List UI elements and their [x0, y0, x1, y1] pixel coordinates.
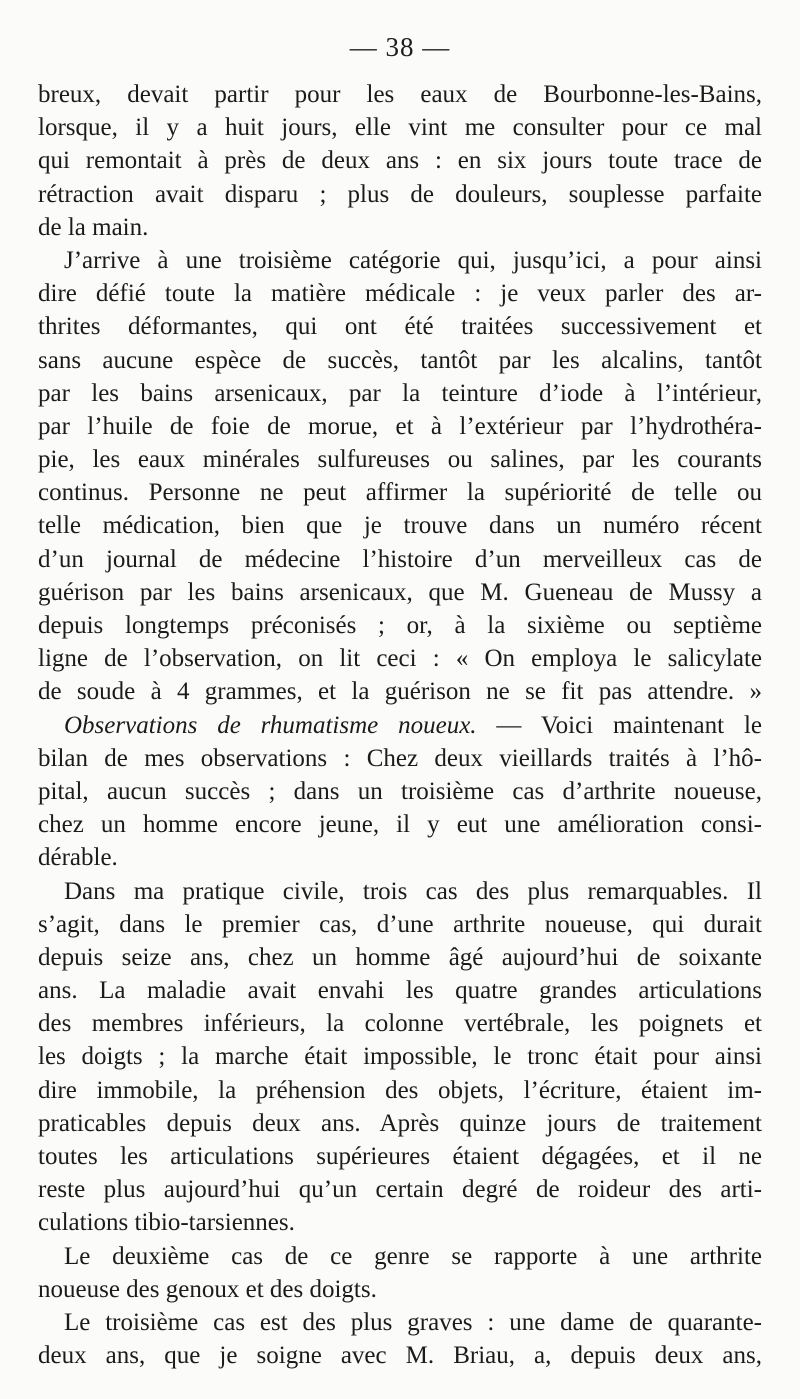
text-line	[38, 1173, 762, 1206]
text-line	[38, 1107, 762, 1140]
text-line	[38, 609, 762, 642]
text-line	[38, 377, 762, 410]
line-text: J’arrive à une troisième catégorie qui, jusqu’ici, a pour ainsi	[64, 246, 762, 274]
line-text: lorsque, il y a huit jours, elle vint me consulter pour ce mal	[38, 114, 762, 142]
line-text: de soude à 4 grammes, et la guérison ne se fit pas attendre. »	[38, 678, 762, 706]
text-line	[38, 277, 762, 310]
line-text: telle médication, bien que je trouve dans un numéro récent	[38, 512, 762, 540]
line-text: d’un journal de médecine l’histoire d’un merveilleux cas de	[38, 545, 762, 573]
line-text: bilan de mes observations : Chez deux vieillards traités à l’hô-	[38, 744, 762, 772]
text-line	[38, 1206, 762, 1239]
line-text: ans. La maladie avait envahi les quatre grandes articulations	[38, 977, 762, 1005]
line-text: qui remontait à près de deux ans : en six jours toute trace de	[38, 147, 762, 175]
text-line	[38, 875, 762, 908]
text-line	[38, 78, 762, 111]
text-line	[38, 709, 762, 742]
line-text: dire défié toute la matière médicale : je veux parler des ar-	[38, 280, 762, 308]
line-text: dérable.	[38, 844, 118, 872]
line-text: sans aucune espèce de succès, tantôt par les alcalins, tantôt	[38, 346, 762, 374]
italic-heading: Observations de rhumatisme noueux.	[64, 711, 477, 739]
text-line	[38, 144, 762, 177]
line-text: reste plus aujourd’hui qu’un certain degré de roideur des arti-	[38, 1176, 762, 1204]
line-text: Dans ma pratique civile, trois cas des plus remarquables. Il	[64, 877, 762, 905]
text-line	[38, 675, 762, 708]
line-text: Le deuxième cas de ce genre se rapporte à une arthrite	[64, 1242, 762, 1270]
text-line	[38, 410, 762, 443]
line-text: des membres inférieurs, la colonne vertébrale, les poignets et	[38, 1010, 762, 1038]
line-text: — Voici maintenant le	[476, 711, 762, 739]
line-text: de la main.	[38, 213, 149, 241]
line-text: Le troisième cas est des plus graves : une dame de quarante-	[64, 1308, 762, 1336]
text-line	[38, 111, 762, 144]
text-line	[38, 310, 762, 343]
text-line	[38, 543, 762, 576]
line-text: par l’huile de foie de morue, et à l’extérieur par l’hydrothéra-	[38, 412, 762, 440]
text-line	[38, 1074, 762, 1107]
line-text: depuis longtemps préconisés ; or, à la sixième ou septième	[38, 612, 762, 639]
line-text: culations tibio-tarsiennes.	[38, 1209, 295, 1237]
line-text: dire immobile, la préhension des objets, l’écriture, étaient im-	[38, 1076, 762, 1104]
text-line	[38, 509, 762, 542]
text-line	[38, 211, 762, 244]
line-text: deux ans, que je soigne avec M. Briau, a, depuis deux ans,	[38, 1342, 762, 1370]
body-text	[38, 78, 762, 1372]
line-text: praticables depuis deux ans. Après quinze jours de traitement	[38, 1109, 762, 1137]
line-text: par les bains arsenicaux, par la teinture d’iode à l’intérieur,	[38, 379, 762, 407]
text-line	[38, 244, 762, 277]
text-line	[38, 1007, 762, 1040]
text-line	[38, 1140, 762, 1173]
text-line	[38, 908, 762, 941]
text-line	[38, 841, 762, 874]
text-line	[38, 1273, 762, 1306]
text-line	[38, 1240, 762, 1273]
line-text: toutes les articulations supérieures étaient dégagées, et il ne	[38, 1143, 762, 1170]
text-line	[38, 1306, 762, 1339]
text-line	[38, 576, 762, 609]
line-text: noueuse des genoux et des doigts.	[38, 1275, 377, 1303]
text-line	[38, 941, 762, 974]
line-text: rétraction avait disparu ; plus de douleurs, souplesse parfaite	[38, 180, 762, 208]
text-line	[38, 742, 762, 775]
line-text: ligne de l’observation, on lit ceci : « On employa le salicylate	[38, 645, 762, 673]
line-text: les doigts ; la marche était impossible, le tronc était pour ainsi	[38, 1043, 762, 1071]
line-text: guérison par les bains arsenicaux, que M. Gueneau de Mussy a	[38, 578, 762, 606]
text-line	[38, 1040, 762, 1073]
line-text: pie, les eaux minérales sulfureuses ou salines, par les courants	[38, 446, 762, 474]
text-line	[38, 775, 762, 808]
line-text: continus. Personne ne peut affirmer la supériorité de telle ou	[38, 479, 762, 507]
text-line	[38, 443, 762, 476]
text-line	[38, 476, 762, 509]
line-text: pital, aucun succès ; dans un troisième cas d’arthrite noueuse,	[38, 777, 762, 805]
text-line	[38, 642, 762, 675]
text-line	[38, 1339, 762, 1372]
text-line	[38, 344, 762, 377]
line-text: s’agit, dans le premier cas, d’une arthrite noueuse, qui durait	[38, 910, 762, 938]
text-line	[38, 808, 762, 841]
line-text: thrites déformantes, qui ont été traitées successivement et	[38, 313, 762, 341]
text-line	[38, 974, 762, 1007]
line-text: breux, devait partir pour les eaux de Bourbonne-les-Bains,	[38, 81, 762, 108]
text-line	[38, 178, 762, 211]
page-number: — 38 —	[349, 32, 451, 62]
line-text: depuis seize ans, chez un homme âgé aujourd’hui de soixante	[38, 943, 762, 971]
line-text: chez un homme encore jeune, il y eut une amélioration consi-	[38, 811, 762, 839]
